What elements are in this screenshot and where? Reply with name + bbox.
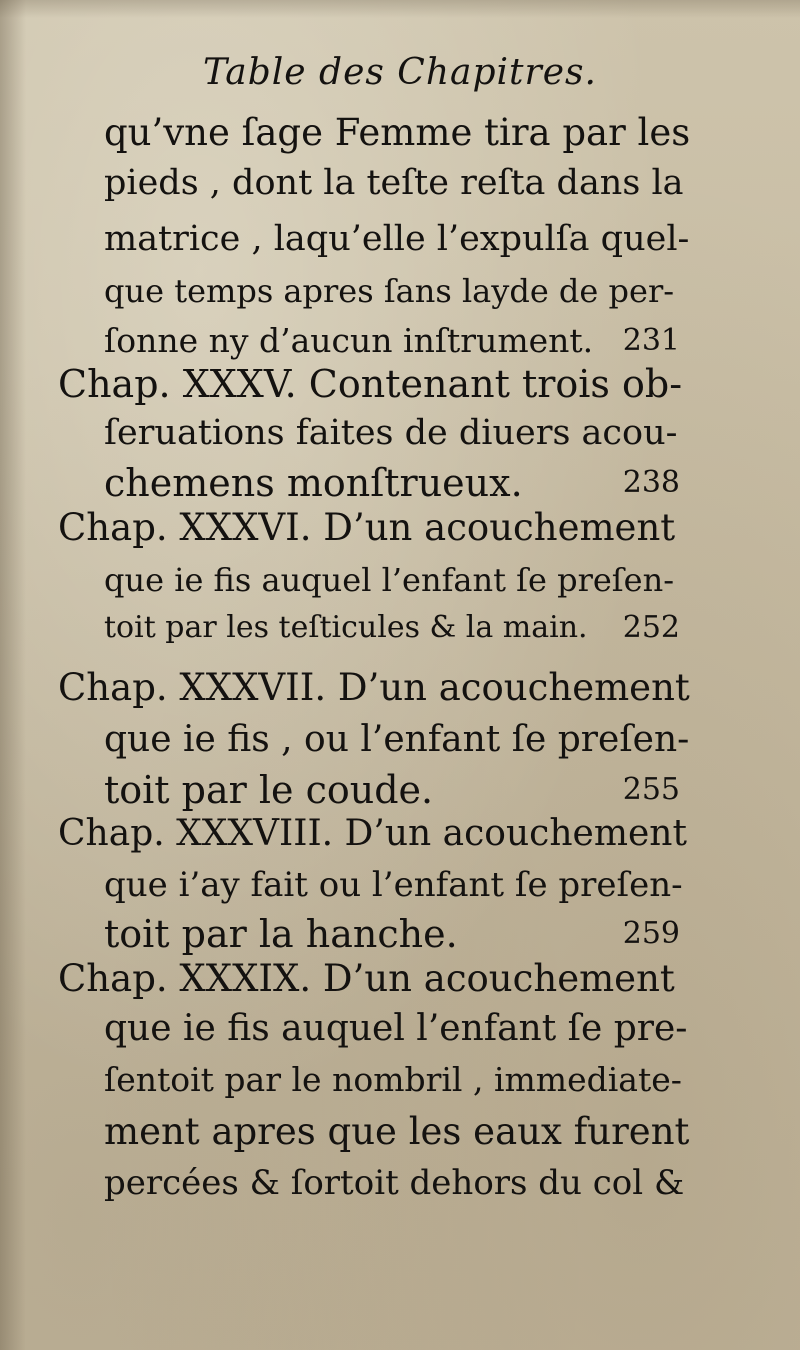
toc-line — [0, 1155, 800, 1211]
toc-page-number: 238 — [622, 465, 680, 500]
toc-page-number: 231 — [622, 323, 680, 358]
toc-line — [0, 263, 800, 319]
toc-line-text: percées & ſortoit dehors du col & — [104, 1163, 685, 1203]
toc-line-text: ment apres que les eaux furent — [104, 1110, 690, 1153]
toc-line-text: pieds , dont la teſte reſta dans la — [104, 163, 684, 203]
running-header: Table des Chapitres. — [203, 52, 597, 93]
toc-line-text: Chap. XXXV. Contenant trois ob- — [58, 362, 683, 406]
toc-line-text: chemens monſtrueux. — [104, 461, 523, 505]
toc-line — [0, 105, 800, 161]
toc-line — [0, 500, 800, 556]
toc-line — [0, 1052, 800, 1108]
toc-line-text: Chap. XXXVII. D’un acouchement — [58, 666, 690, 709]
toc-line-text: toit par la hanche. — [104, 912, 458, 956]
toc-line — [0, 806, 800, 862]
toc-line-text: qu’vne ſage Femme tira par les — [104, 111, 691, 154]
toc-page-number: 259 — [622, 916, 680, 951]
toc-line-text: que temps apres ſans layde de per- — [104, 272, 675, 310]
toc-line-text: Chap. XXXVI. D’un acouchement — [58, 506, 676, 549]
toc-line — [0, 356, 800, 412]
toc-line — [0, 857, 800, 913]
toc-line — [0, 211, 800, 267]
toc-line — [0, 660, 800, 716]
toc-line — [0, 1001, 800, 1057]
toc-line — [0, 155, 800, 211]
toc-line-text: Chap. XXXIX. D’un acouchement — [58, 957, 675, 1000]
toc-line-text: que ie fis auquel l’enfant ſe pre- — [104, 1008, 688, 1049]
toc-line — [0, 1104, 800, 1160]
toc-line-text: ſeruations faites de diuers acou- — [104, 413, 678, 453]
page-top-shadow — [0, 0, 800, 18]
toc-line-text: que i’ay fait ou l’enfant ſe preſen- — [104, 865, 683, 905]
toc-line-text: toit par le coude. — [104, 768, 434, 812]
toc-line — [0, 600, 800, 656]
toc-page-number: 255 — [622, 772, 680, 807]
toc-line — [0, 951, 800, 1007]
toc-line-text: ſentoit par le nombril , immediate- — [104, 1060, 682, 1099]
toc-line-text: matrice , laqu’elle l’expulſa quel- — [104, 219, 690, 259]
toc-line-text: Chap. XXXVIII. D’un acouchement — [58, 813, 687, 854]
toc-line — [0, 712, 800, 768]
toc-line-text: ſonne ny d’aucun inſtrument. — [104, 321, 594, 360]
toc-page-number: 252 — [622, 610, 680, 645]
toc-line-text: que ie fis , ou l’enfant ſe preſen- — [104, 719, 690, 760]
toc-line — [0, 405, 800, 461]
toc-line-text: toit par les teſticules & la main. — [104, 610, 588, 645]
toc-line-text: que ie fis auquel l’enfant ſe preſen- — [104, 561, 674, 599]
